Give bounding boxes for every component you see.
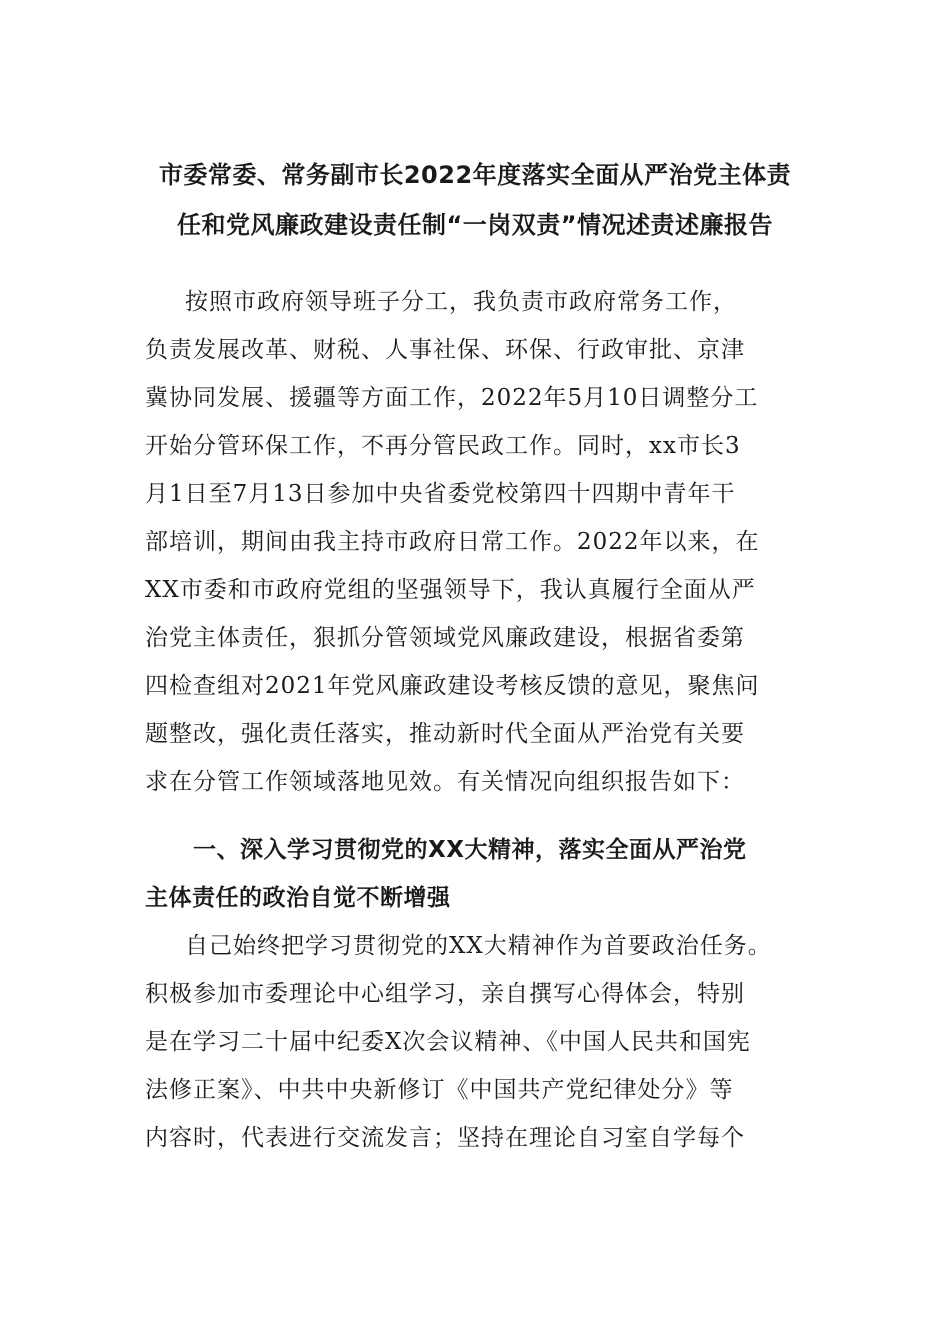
heading-line: 主体责任的政治自觉不断增强	[145, 885, 451, 911]
paragraph-line: 内容时，代表进行交流发言；坚持在理论自习室自学每个	[145, 1125, 745, 1151]
paragraph-line: 法修正案》、中共中央新修订《中国共产党纪律处分》等	[145, 1077, 734, 1103]
document-title	[120, 150, 830, 250]
heading-line: 一、深入学习贯彻党的XX大精神，落实全面从严治党	[193, 837, 747, 863]
paragraph-line: 负责发展改革、财税、人事社保、环保、行政审批、京津	[145, 337, 745, 363]
paragraph-line: 是在学习二十届中纪委X次会议精神、《中国人民共和国宪	[145, 1029, 751, 1055]
paragraph-line: 冀协同发展、援疆等方面工作，2022年5月10日调整分工	[145, 385, 759, 411]
title-line: 市委常委、常务副市长2022年度落实全面从严治党主体责	[158, 161, 792, 189]
paragraph-line: 四检查组对2021年党风廉政建设考核反馈的意见，聚焦问	[145, 673, 760, 699]
paragraph-line: 部培训，期间由我主持市政府日常工作。2022年以来，在	[145, 529, 760, 555]
paragraph-line: 自己始终把学习贯彻党的XX大精神作为首要政治任务。	[185, 933, 772, 959]
section-heading-1	[145, 826, 825, 922]
paragraph-line: XX市委和市政府党组的坚强领导下，我认真履行全面从严	[145, 577, 756, 603]
paragraph-intro	[145, 278, 825, 806]
paragraph-line: 月1日至7月13日参加中央省委党校第四十四期中青年干	[145, 481, 736, 507]
paragraph-line: 治党主体责任，狠抓分管领域党风廉政建设，根据省委第	[145, 625, 745, 651]
paragraph-line: 积极参加市委理论中心组学习，亲自撰写心得体会，特别	[145, 981, 745, 1007]
paragraph-section-1	[145, 922, 825, 1162]
paragraph-line: 求在分管工作领域落地见效。有关情况向组织报告如下：	[145, 769, 745, 795]
title-line: 任和党风廉政建设责任制“一岗双责”情况述责述廉报告	[176, 211, 774, 239]
paragraph-line: 题整改，强化责任落实，推动新时代全面从严治党有关要	[145, 721, 745, 747]
paragraph-line: 开始分管环保工作，不再分管民政工作。同时，xx市长3	[145, 433, 741, 459]
paragraph-line: 按照市政府领导班子分工，我负责市政府常务工作，	[185, 289, 737, 315]
